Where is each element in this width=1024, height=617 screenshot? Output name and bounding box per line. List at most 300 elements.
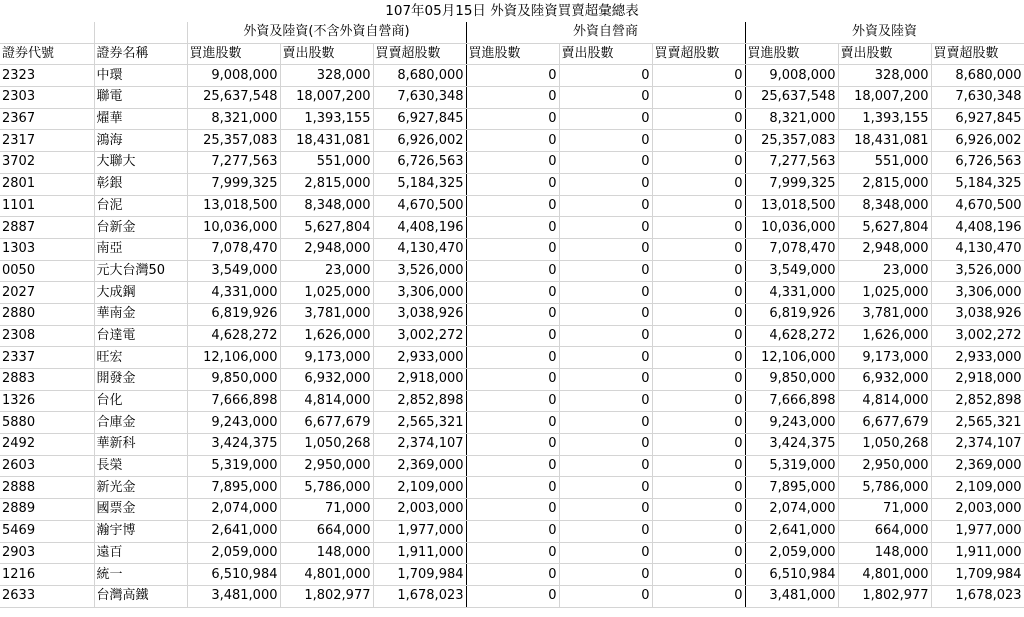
net-shares-cell: 1,911,000 [373, 542, 466, 564]
sell-shares-cell: 0 [559, 260, 652, 282]
net-shares-cell: 0 [652, 303, 745, 325]
sell-shares-cell: 0 [559, 564, 652, 586]
sell-shares-cell: 5,786,000 [280, 477, 373, 499]
sell-shares-cell: 5,627,804 [838, 217, 931, 239]
buy-shares-cell: 0 [466, 303, 559, 325]
buy-shares-cell: 0 [466, 369, 559, 391]
table-row [0, 130, 1024, 152]
security-code-cell: 2308 [0, 325, 94, 347]
table-row [0, 195, 1024, 217]
column-header-net: 買賣超股數 [652, 43, 745, 65]
buy-shares-cell: 25,357,083 [187, 130, 280, 152]
security-code-cell: 2027 [0, 282, 94, 304]
buy-shares-cell: 9,243,000 [187, 412, 280, 434]
table-row [0, 455, 1024, 477]
net-shares-cell: 3,306,000 [931, 282, 1024, 304]
table-row [0, 477, 1024, 499]
security-code-cell: 2633 [0, 585, 94, 607]
net-shares-cell: 4,130,470 [931, 238, 1024, 260]
buy-shares-cell: 2,059,000 [745, 542, 838, 564]
net-shares-cell: 5,184,325 [373, 173, 466, 195]
sell-shares-cell: 0 [559, 65, 652, 87]
table-row [0, 434, 1024, 456]
sell-shares-cell: 1,802,977 [280, 585, 373, 607]
security-name-cell: 聯電 [94, 87, 187, 109]
buy-shares-cell: 7,999,325 [187, 173, 280, 195]
security-code-cell: 3702 [0, 152, 94, 174]
sell-shares-cell: 0 [559, 282, 652, 304]
buy-shares-cell: 7,666,898 [745, 390, 838, 412]
buy-shares-cell: 7,078,470 [187, 238, 280, 260]
buy-shares-cell: 3,481,000 [187, 585, 280, 607]
sell-shares-cell: 18,431,081 [838, 130, 931, 152]
net-shares-cell: 0 [652, 130, 745, 152]
column-header-row [0, 43, 1024, 65]
group-header-blank [94, 22, 187, 43]
security-code-cell: 0050 [0, 260, 94, 282]
net-shares-cell: 0 [652, 434, 745, 456]
buy-shares-cell: 0 [466, 412, 559, 434]
column-header-buy: 買進股數 [745, 43, 838, 65]
net-shares-cell: 3,526,000 [373, 260, 466, 282]
table-row [0, 390, 1024, 412]
buy-shares-cell: 0 [466, 325, 559, 347]
buy-shares-cell: 8,321,000 [187, 108, 280, 130]
sell-shares-cell: 9,173,000 [838, 347, 931, 369]
table-row [0, 585, 1024, 607]
net-shares-cell: 0 [652, 87, 745, 109]
sell-shares-cell: 551,000 [838, 152, 931, 174]
buy-shares-cell: 4,331,000 [187, 282, 280, 304]
sell-shares-cell: 0 [559, 434, 652, 456]
buy-shares-cell: 3,481,000 [745, 585, 838, 607]
buy-shares-cell: 0 [466, 282, 559, 304]
security-code-cell: 2367 [0, 108, 94, 130]
security-name-cell: 鴻海 [94, 130, 187, 152]
security-code-cell: 2887 [0, 217, 94, 239]
sell-shares-cell: 0 [559, 238, 652, 260]
net-shares-cell: 2,109,000 [373, 477, 466, 499]
buy-shares-cell: 0 [466, 390, 559, 412]
net-shares-cell: 1,977,000 [931, 520, 1024, 542]
column-header-code: 證券代號 [0, 43, 94, 65]
net-shares-cell: 0 [652, 173, 745, 195]
security-code-cell: 1101 [0, 195, 94, 217]
sell-shares-cell: 8,348,000 [280, 195, 373, 217]
sell-shares-cell: 0 [559, 520, 652, 542]
security-code-cell: 2903 [0, 542, 94, 564]
net-shares-cell: 2,003,000 [373, 499, 466, 521]
sell-shares-cell: 5,627,804 [280, 217, 373, 239]
sell-shares-cell: 1,025,000 [280, 282, 373, 304]
net-shares-cell: 6,927,845 [931, 108, 1024, 130]
sell-shares-cell: 148,000 [280, 542, 373, 564]
net-shares-cell: 2,918,000 [931, 369, 1024, 391]
net-shares-cell: 0 [652, 499, 745, 521]
net-shares-cell: 3,038,926 [931, 303, 1024, 325]
net-shares-cell: 1,911,000 [931, 542, 1024, 564]
buy-shares-cell: 6,510,984 [745, 564, 838, 586]
net-shares-cell: 1,709,984 [373, 564, 466, 586]
net-shares-cell: 0 [652, 564, 745, 586]
net-shares-cell: 2,003,000 [931, 499, 1024, 521]
column-header-sell: 賣出股數 [559, 43, 652, 65]
net-shares-cell: 7,630,348 [931, 87, 1024, 109]
security-code-cell: 1326 [0, 390, 94, 412]
buy-shares-cell: 0 [466, 65, 559, 87]
buy-shares-cell: 0 [466, 564, 559, 586]
buy-shares-cell: 9,243,000 [745, 412, 838, 434]
group-header-blank [0, 22, 94, 43]
sell-shares-cell: 8,348,000 [838, 195, 931, 217]
buy-shares-cell: 2,074,000 [187, 499, 280, 521]
sell-shares-cell: 71,000 [838, 499, 931, 521]
buy-shares-cell: 3,549,000 [745, 260, 838, 282]
buy-shares-cell: 0 [466, 542, 559, 564]
sell-shares-cell: 18,431,081 [280, 130, 373, 152]
sell-shares-cell: 4,801,000 [280, 564, 373, 586]
security-code-cell: 2883 [0, 369, 94, 391]
net-shares-cell: 6,726,563 [373, 152, 466, 174]
net-shares-cell: 4,408,196 [373, 217, 466, 239]
sell-shares-cell: 2,815,000 [838, 173, 931, 195]
sell-shares-cell: 6,677,679 [280, 412, 373, 434]
sell-shares-cell: 4,814,000 [280, 390, 373, 412]
net-shares-cell: 0 [652, 455, 745, 477]
security-code-cell: 2337 [0, 347, 94, 369]
net-shares-cell: 0 [652, 108, 745, 130]
table-row [0, 217, 1024, 239]
security-name-cell: 南亞 [94, 238, 187, 260]
buy-shares-cell: 0 [466, 152, 559, 174]
table-row [0, 238, 1024, 260]
sell-shares-cell: 1,626,000 [838, 325, 931, 347]
group-header-foreign-dealer: 外資自營商 [466, 22, 745, 43]
net-shares-cell: 0 [652, 152, 745, 174]
net-shares-cell: 0 [652, 585, 745, 607]
net-shares-cell: 3,002,272 [373, 325, 466, 347]
security-name-cell: 長榮 [94, 455, 187, 477]
sell-shares-cell: 0 [559, 303, 652, 325]
sell-shares-cell: 664,000 [838, 520, 931, 542]
table-row [0, 564, 1024, 586]
net-shares-cell: 0 [652, 195, 745, 217]
sell-shares-cell: 4,801,000 [838, 564, 931, 586]
security-name-cell: 大聯大 [94, 152, 187, 174]
buy-shares-cell: 9,850,000 [745, 369, 838, 391]
buy-shares-cell: 3,549,000 [187, 260, 280, 282]
sell-shares-cell: 0 [559, 477, 652, 499]
sell-shares-cell: 0 [559, 347, 652, 369]
buy-shares-cell: 10,036,000 [745, 217, 838, 239]
net-shares-cell: 6,926,002 [373, 130, 466, 152]
table-row [0, 108, 1024, 130]
buy-shares-cell: 25,357,083 [745, 130, 838, 152]
sell-shares-cell: 6,677,679 [838, 412, 931, 434]
sell-shares-cell: 2,950,000 [280, 455, 373, 477]
security-name-cell: 瀚宇博 [94, 520, 187, 542]
buy-shares-cell: 9,008,000 [187, 65, 280, 87]
buy-shares-cell: 0 [466, 108, 559, 130]
sell-shares-cell: 2,950,000 [838, 455, 931, 477]
sell-shares-cell: 0 [559, 390, 652, 412]
net-shares-cell: 0 [652, 542, 745, 564]
column-header-buy: 買進股數 [466, 43, 559, 65]
table-body [0, 65, 1024, 607]
net-shares-cell: 0 [652, 477, 745, 499]
net-shares-cell: 6,927,845 [373, 108, 466, 130]
sell-shares-cell: 0 [559, 195, 652, 217]
net-shares-cell: 1,977,000 [373, 520, 466, 542]
sell-shares-cell: 1,393,155 [838, 108, 931, 130]
net-shares-cell: 2,374,107 [373, 434, 466, 456]
security-code-cell: 2880 [0, 303, 94, 325]
buy-shares-cell: 4,628,272 [745, 325, 838, 347]
table-row [0, 303, 1024, 325]
buy-shares-cell: 0 [466, 130, 559, 152]
net-shares-cell: 5,184,325 [931, 173, 1024, 195]
net-shares-cell: 0 [652, 412, 745, 434]
net-shares-cell: 0 [652, 260, 745, 282]
security-code-cell: 5880 [0, 412, 94, 434]
table-row [0, 412, 1024, 434]
security-name-cell: 燿華 [94, 108, 187, 130]
buy-shares-cell: 2,641,000 [745, 520, 838, 542]
sell-shares-cell: 0 [559, 325, 652, 347]
table-row [0, 173, 1024, 195]
sell-shares-cell: 0 [559, 217, 652, 239]
security-code-cell: 2801 [0, 173, 94, 195]
net-shares-cell: 6,726,563 [931, 152, 1024, 174]
sell-shares-cell: 71,000 [280, 499, 373, 521]
sell-shares-cell: 0 [559, 173, 652, 195]
net-shares-cell: 2,374,107 [931, 434, 1024, 456]
table-title: 107年05月15日 外資及陸資買賣超彙總表 [385, 3, 639, 19]
buy-shares-cell: 6,510,984 [187, 564, 280, 586]
buy-shares-cell: 0 [466, 347, 559, 369]
sell-shares-cell: 0 [559, 152, 652, 174]
security-name-cell: 台泥 [94, 195, 187, 217]
buy-shares-cell: 0 [466, 87, 559, 109]
net-shares-cell: 2,369,000 [373, 455, 466, 477]
sell-shares-cell: 0 [559, 87, 652, 109]
buy-shares-cell: 2,059,000 [187, 542, 280, 564]
buy-shares-cell: 0 [466, 217, 559, 239]
sell-shares-cell: 2,815,000 [280, 173, 373, 195]
buy-shares-cell: 2,074,000 [745, 499, 838, 521]
table-row [0, 152, 1024, 174]
net-shares-cell: 2,918,000 [373, 369, 466, 391]
buy-shares-cell: 0 [466, 499, 559, 521]
sell-shares-cell: 0 [559, 412, 652, 434]
security-code-cell: 1303 [0, 238, 94, 260]
sell-shares-cell: 5,786,000 [838, 477, 931, 499]
column-header-sell: 賣出股數 [838, 43, 931, 65]
table-row [0, 282, 1024, 304]
security-code-cell: 2889 [0, 499, 94, 521]
security-code-cell: 2492 [0, 434, 94, 456]
buy-shares-cell: 25,637,548 [187, 87, 280, 109]
buy-shares-cell: 5,319,000 [745, 455, 838, 477]
net-shares-cell: 2,933,000 [373, 347, 466, 369]
buy-shares-cell: 4,628,272 [187, 325, 280, 347]
table-row [0, 87, 1024, 109]
sell-shares-cell: 6,932,000 [838, 369, 931, 391]
net-shares-cell: 1,678,023 [373, 585, 466, 607]
table-row [0, 325, 1024, 347]
sell-shares-cell: 9,173,000 [280, 347, 373, 369]
buy-shares-cell: 0 [466, 260, 559, 282]
sell-shares-cell: 0 [559, 542, 652, 564]
buy-shares-cell: 7,895,000 [745, 477, 838, 499]
sell-shares-cell: 664,000 [280, 520, 373, 542]
security-name-cell: 合庫金 [94, 412, 187, 434]
security-code-cell: 1216 [0, 564, 94, 586]
buy-shares-cell: 7,895,000 [187, 477, 280, 499]
net-shares-cell: 8,680,000 [373, 65, 466, 87]
sell-shares-cell: 0 [559, 455, 652, 477]
net-shares-cell: 2,565,321 [373, 412, 466, 434]
net-shares-cell: 0 [652, 369, 745, 391]
net-shares-cell: 6,926,002 [931, 130, 1024, 152]
security-name-cell: 統一 [94, 564, 187, 586]
sell-shares-cell: 6,932,000 [280, 369, 373, 391]
security-name-cell: 台達電 [94, 325, 187, 347]
net-shares-cell: 4,670,500 [373, 195, 466, 217]
buy-shares-cell: 0 [466, 195, 559, 217]
security-name-cell: 台化 [94, 390, 187, 412]
net-shares-cell: 0 [652, 325, 745, 347]
security-name-cell: 華南金 [94, 303, 187, 325]
sell-shares-cell: 148,000 [838, 542, 931, 564]
net-shares-cell: 3,526,000 [931, 260, 1024, 282]
security-name-cell: 中環 [94, 65, 187, 87]
net-shares-cell: 0 [652, 520, 745, 542]
table-row [0, 520, 1024, 542]
net-shares-cell: 0 [652, 347, 745, 369]
security-code-cell: 2323 [0, 65, 94, 87]
net-shares-cell: 2,933,000 [931, 347, 1024, 369]
group-header-row [0, 22, 1024, 43]
security-code-cell: 5469 [0, 520, 94, 542]
net-shares-cell: 0 [652, 238, 745, 260]
buy-shares-cell: 13,018,500 [187, 195, 280, 217]
security-name-cell: 大成鋼 [94, 282, 187, 304]
net-shares-cell: 3,002,272 [931, 325, 1024, 347]
security-name-cell: 台灣高鐵 [94, 585, 187, 607]
sell-shares-cell: 2,948,000 [280, 238, 373, 260]
sell-shares-cell: 1,393,155 [280, 108, 373, 130]
buy-shares-cell: 13,018,500 [745, 195, 838, 217]
net-shares-cell: 2,369,000 [931, 455, 1024, 477]
security-name-cell: 國票金 [94, 499, 187, 521]
column-header-name: 證券名稱 [94, 43, 187, 65]
sell-shares-cell: 1,050,268 [280, 434, 373, 456]
net-buy-sell-table [0, 22, 1024, 608]
column-header-net: 買賣超股數 [931, 43, 1024, 65]
buy-shares-cell: 0 [466, 455, 559, 477]
security-code-cell: 2603 [0, 455, 94, 477]
buy-shares-cell: 3,424,375 [745, 434, 838, 456]
net-shares-cell: 4,130,470 [373, 238, 466, 260]
buy-shares-cell: 5,319,000 [187, 455, 280, 477]
table-row [0, 499, 1024, 521]
security-name-cell: 旺宏 [94, 347, 187, 369]
net-shares-cell: 8,680,000 [931, 65, 1024, 87]
buy-shares-cell: 0 [466, 434, 559, 456]
security-name-cell: 開發金 [94, 369, 187, 391]
buy-shares-cell: 7,078,470 [745, 238, 838, 260]
column-header-net: 買賣超股數 [373, 43, 466, 65]
security-code-cell: 2303 [0, 87, 94, 109]
net-shares-cell: 3,038,926 [373, 303, 466, 325]
column-header-buy: 買進股數 [187, 43, 280, 65]
net-shares-cell: 0 [652, 217, 745, 239]
sell-shares-cell: 3,781,000 [280, 303, 373, 325]
buy-shares-cell: 0 [466, 585, 559, 607]
sell-shares-cell: 3,781,000 [838, 303, 931, 325]
security-code-cell: 2317 [0, 130, 94, 152]
security-name-cell: 彰銀 [94, 173, 187, 195]
sell-shares-cell: 23,000 [280, 260, 373, 282]
table-row [0, 542, 1024, 564]
buy-shares-cell: 10,036,000 [187, 217, 280, 239]
buy-shares-cell: 7,999,325 [745, 173, 838, 195]
sell-shares-cell: 1,025,000 [838, 282, 931, 304]
sell-shares-cell: 23,000 [838, 260, 931, 282]
security-name-cell: 新光金 [94, 477, 187, 499]
sell-shares-cell: 0 [559, 585, 652, 607]
security-name-cell: 遠百 [94, 542, 187, 564]
table-row [0, 260, 1024, 282]
net-shares-cell: 2,852,898 [373, 390, 466, 412]
buy-shares-cell: 7,666,898 [187, 390, 280, 412]
net-shares-cell: 7,630,348 [373, 87, 466, 109]
sell-shares-cell: 0 [559, 499, 652, 521]
buy-shares-cell: 3,424,375 [187, 434, 280, 456]
sell-shares-cell: 18,007,200 [838, 87, 931, 109]
buy-shares-cell: 25,637,548 [745, 87, 838, 109]
table-row [0, 347, 1024, 369]
buy-shares-cell: 6,819,926 [745, 303, 838, 325]
buy-shares-cell: 0 [466, 238, 559, 260]
buy-shares-cell: 7,277,563 [745, 152, 838, 174]
net-shares-cell: 1,678,023 [931, 585, 1024, 607]
net-shares-cell: 1,709,984 [931, 564, 1024, 586]
sell-shares-cell: 551,000 [280, 152, 373, 174]
buy-shares-cell: 12,106,000 [187, 347, 280, 369]
buy-shares-cell: 6,819,926 [187, 303, 280, 325]
security-name-cell: 華新科 [94, 434, 187, 456]
sell-shares-cell: 0 [559, 130, 652, 152]
sell-shares-cell: 328,000 [280, 65, 373, 87]
buy-shares-cell: 9,008,000 [745, 65, 838, 87]
sell-shares-cell: 0 [559, 108, 652, 130]
net-shares-cell: 0 [652, 390, 745, 412]
net-shares-cell: 4,408,196 [931, 217, 1024, 239]
buy-shares-cell: 0 [466, 520, 559, 542]
buy-shares-cell: 2,641,000 [187, 520, 280, 542]
security-name-cell: 台新金 [94, 217, 187, 239]
buy-shares-cell: 0 [466, 477, 559, 499]
sell-shares-cell: 18,007,200 [280, 87, 373, 109]
net-shares-cell: 2,109,000 [931, 477, 1024, 499]
net-shares-cell: 0 [652, 282, 745, 304]
table-row [0, 65, 1024, 87]
buy-shares-cell: 0 [466, 173, 559, 195]
sell-shares-cell: 2,948,000 [838, 238, 931, 260]
buy-shares-cell: 4,331,000 [745, 282, 838, 304]
